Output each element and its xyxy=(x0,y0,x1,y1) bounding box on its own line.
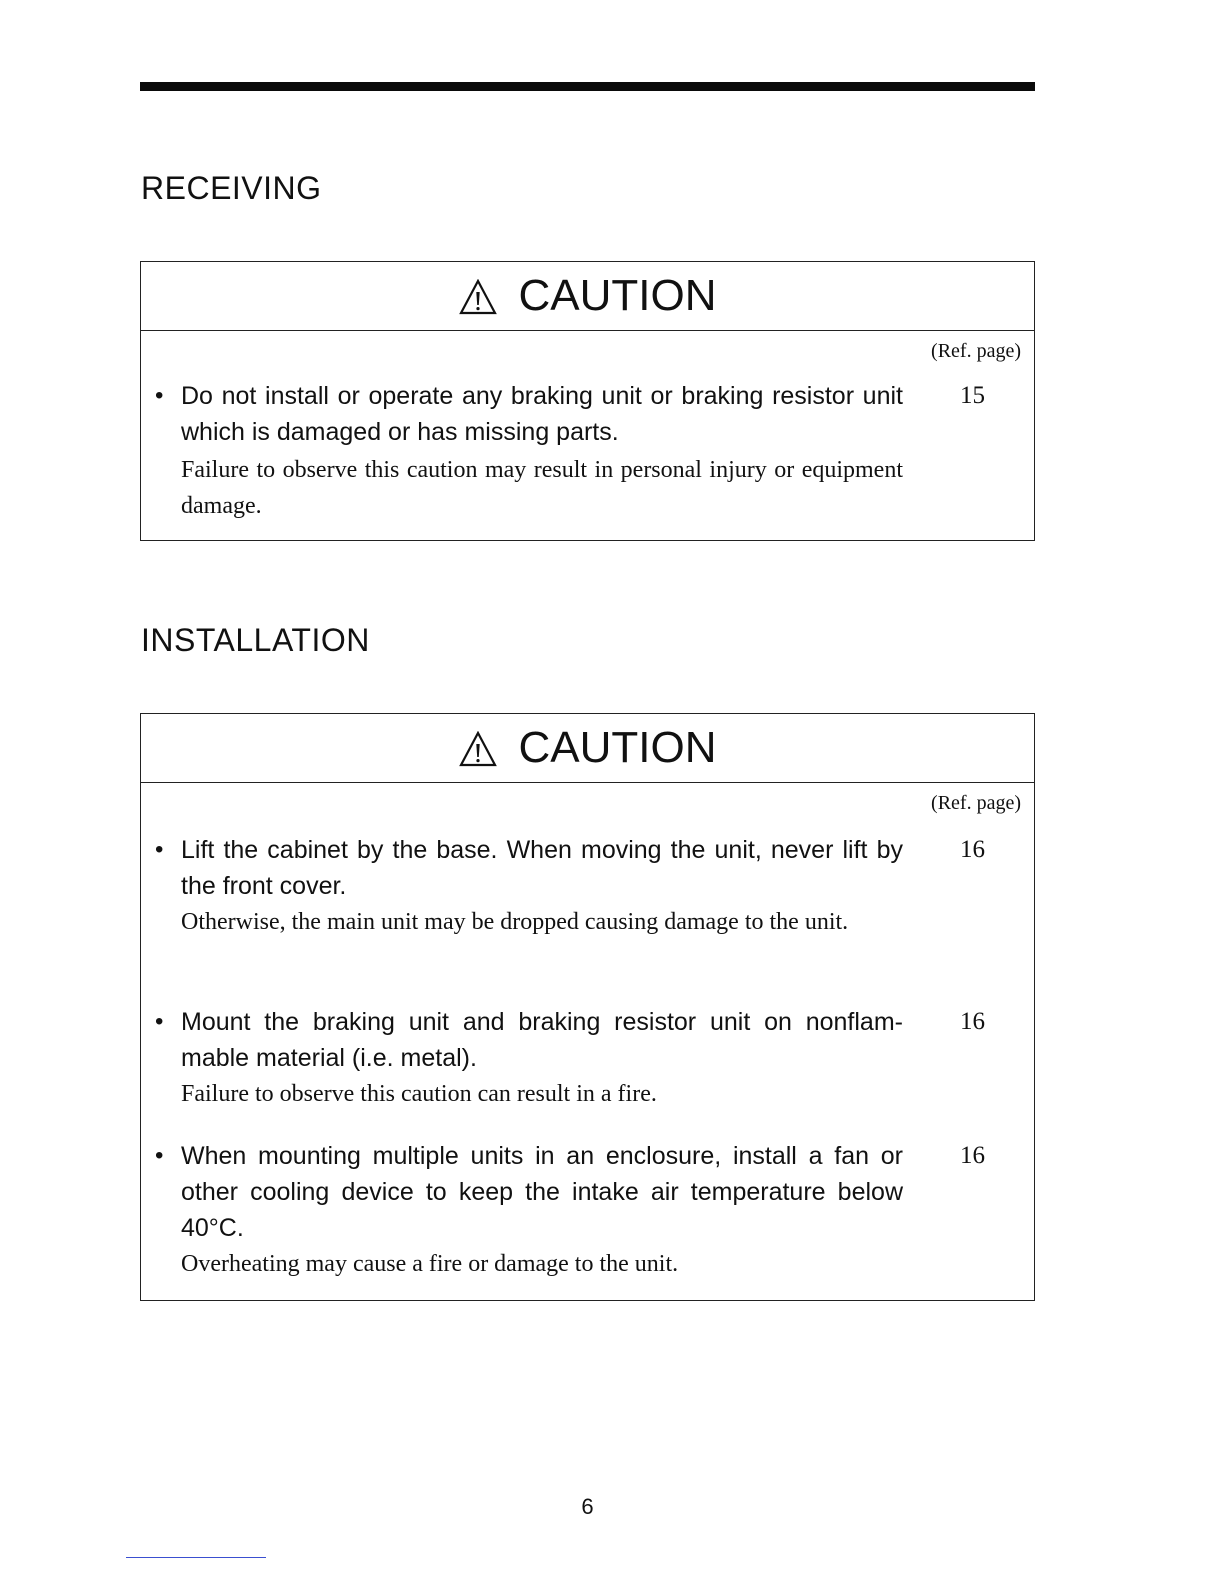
section-heading-installation: INSTALLATION xyxy=(141,622,370,658)
bullet: • xyxy=(155,382,164,409)
caution-header xyxy=(141,262,1034,331)
page-number: 6 xyxy=(581,1494,594,1519)
footer-rule xyxy=(126,1557,266,1558)
ref-page-number: 16 xyxy=(960,836,985,863)
warning-triangle-icon xyxy=(459,731,497,767)
section-heading-receiving: RECEIVING xyxy=(141,170,322,206)
caution-title: CAUTION xyxy=(518,723,717,772)
caution-header xyxy=(141,714,1034,783)
ref-page-number: 16 xyxy=(960,1142,985,1169)
caution-item-note: Failure to observe this caution can result in a fire. xyxy=(181,1081,657,1107)
caution-item-main: Mount the braking unit and braking resistor unit on nonflam-mable material (i.e. metal). xyxy=(181,1008,903,1072)
warning-triangle-icon xyxy=(459,279,497,315)
bullet: • xyxy=(155,1142,164,1169)
caution-item-note: Overheating may cause a fire or damage to the unit. xyxy=(181,1251,679,1277)
caution-item-note: Failure to observe this caution may result in personal injury or equipment damage. xyxy=(181,457,903,519)
caution-item-note: Otherwise, the main unit may be dropped causing damage to the unit. xyxy=(181,909,849,935)
bullet: • xyxy=(155,836,164,863)
caution-title: CAUTION xyxy=(518,271,717,320)
ref-page-number: 16 xyxy=(960,1008,985,1035)
caution-item-main: When mounting multiple units in an enclosure, install a fan or other cooling device to keep the intake air temperature below 40°C. xyxy=(181,1142,903,1242)
ref-page-label: (Ref. page) xyxy=(931,792,1021,814)
caution-item-main: Lift the cabinet by the base. When moving the unit, never lift by the front cover. xyxy=(181,836,903,900)
caution-box-receiving xyxy=(140,261,1035,541)
ref-page-label: (Ref. page) xyxy=(931,340,1021,362)
ref-page-number: 15 xyxy=(960,382,985,409)
top-rule xyxy=(140,82,1035,91)
caution-item-main: Do not install or operate any braking unit or braking resistor unit which is damaged or has missing parts. xyxy=(181,382,903,446)
caution-box-installation xyxy=(140,713,1035,1301)
bullet: • xyxy=(155,1008,164,1035)
